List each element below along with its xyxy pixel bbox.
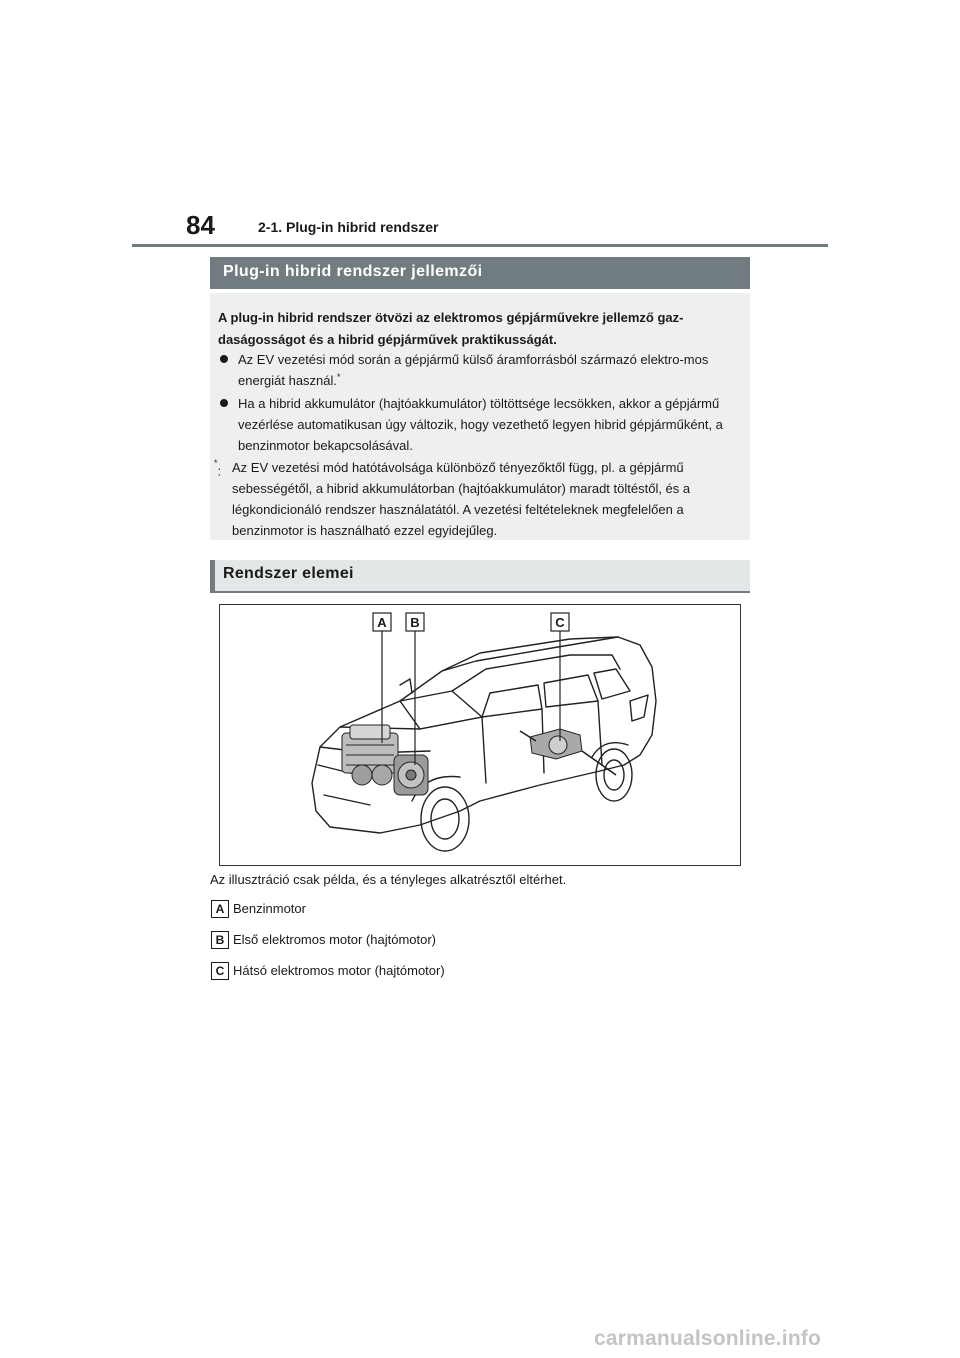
bullet-text: Ha a hibrid akkumulátor (hajtóakkumulátor) töltöttsége lecsökken, akkor a gépjármű vezérlése automatikusan úgy változik, hogy vezethető legyen hibrid gépjárműként, a benzinmotor bekapcsolásával.: [238, 396, 723, 453]
section-title: Plug-in hibrid rendszer jellemzői: [223, 263, 483, 280]
callout-b: B: [410, 615, 420, 630]
car-drawing: [220, 605, 740, 865]
bullet-item: [218, 393, 744, 456]
section-header: 2-1. Plug-in hibrid rendszer: [258, 219, 439, 235]
legend-label: Benzinmotor: [233, 901, 306, 916]
legend-key: A: [211, 900, 229, 918]
legend-key: C: [211, 962, 229, 980]
subsection-title: Rendszer elemei: [223, 565, 354, 582]
header-divider: [132, 244, 828, 247]
bullet-dot-icon: [220, 399, 228, 407]
footnote-marker: *: [214, 458, 218, 468]
intro-text: A plug-in hibrid rendszer ötvözi az elektromos gépjárművekre jellemző gaz-daságosságot és a hibrid gépjárművek praktikusságát.: [218, 310, 684, 347]
callout-a: A: [377, 615, 387, 630]
vehicle-illustration: [219, 604, 741, 866]
watermark: carmanualsonline.info: [594, 1327, 822, 1350]
bullet-text: Az EV vezetési mód során a gépjármű külső áramforrásból származó elektro-mos energiát használ.: [238, 352, 709, 388]
section-title-bar: [210, 257, 750, 289]
bullet-dot-icon: [220, 355, 228, 363]
subsection-title-bar: [210, 560, 750, 592]
footnote-marker: *: [337, 372, 341, 382]
legend-key: B: [211, 931, 229, 949]
footnote-text: Az EV vezetési mód hatótávolsága különböző tényezőktől függ, pl. a gépjármű sebességétől, a hibrid akkumulátorban (hajtóakkumulátor) maradt töltéstől, és a légkondicionáló rendszer használatától. A vezetési feltételeknek megfelelően a benzinmotor is használható ezzel egyidejűleg.: [232, 460, 691, 538]
legend-label: Hátsó elektromos motor (hajtómotor): [233, 963, 445, 978]
figure-caption: Az illusztráció csak példa, és a tényleges alkatrésztől eltérhet.: [210, 872, 567, 887]
legend-label: Első elektromos motor (hajtómotor): [233, 932, 437, 947]
bullet-item: [218, 349, 744, 391]
callout-c: C: [555, 615, 565, 630]
page-number: 84: [186, 210, 215, 240]
